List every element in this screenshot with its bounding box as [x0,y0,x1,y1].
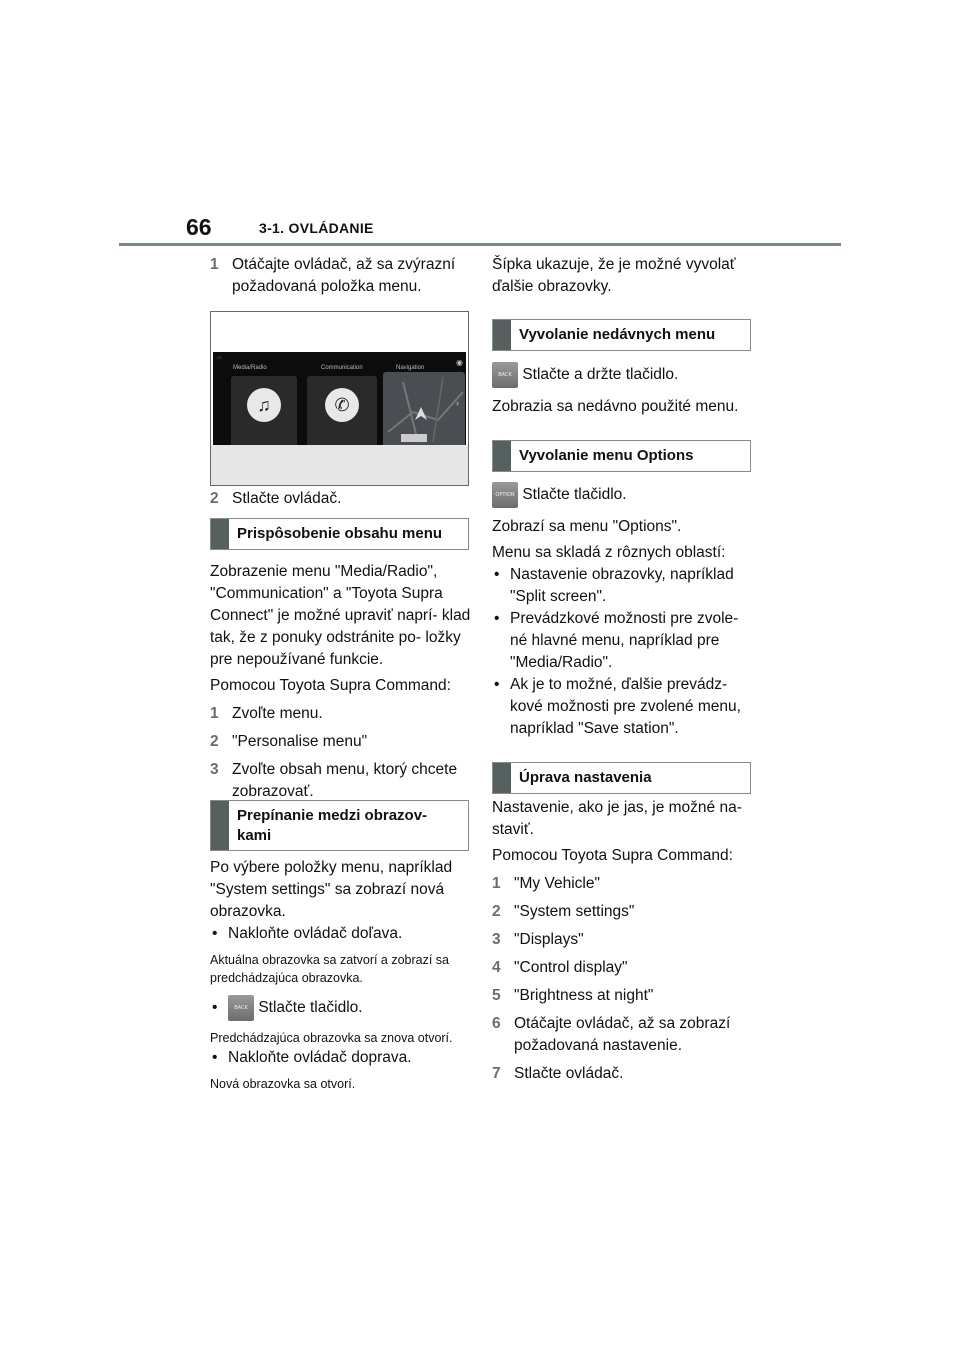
back-button-icon: BACK [228,995,254,1021]
left-step-1 [210,254,472,298]
phone-icon: ✆ [325,388,359,422]
back-button-icon: BACK [492,362,518,388]
right-section-1: BACK Stlačte a držte tlačidlo. Zobrazia sa nedávno použité menu. [492,362,754,418]
music-icon: ♫ [247,388,281,422]
tab-communication: Communication [321,365,363,371]
section-heading-options-menu: Vyvolanie menu Options [492,440,751,472]
step-number: 1 [210,256,219,273]
option-button-icon: OPTION [492,482,518,508]
paragraph: Zobrazenie menu "Media/Radio", "Communication" a "Toyota Supra Connect" je možné upraviť naprí- klad tak, že z ponuky odstránite po- ložky pre nepoužívané funkcie. [210,563,471,668]
navigation-map [383,372,465,445]
right-section-3: Nastavenie, ako je jas, je možné na- staviť. Pomocou Toyota Supra Command: 1 "My Vehicle" 2 "System settings" 3 "Displays" 4 "Control display" 5 "Brightness at night" 6 Otáčajte ovládač, až sa zobrazí požadovaná nastavenie. 7 Stlačte ovládač. [492,799,742,1082]
right-section-0: Šípka ukazuje, že je možné vyvolať ďalšie obrazovky. [492,256,736,295]
section-heading-switch-screens: Prepínanie medzi obrazov- kami [210,800,469,851]
right-section-2: OPTION Stlačte tlačidlo. Zobrazí sa menu "Options". Menu sa skladá z rôznych oblastí: • Nastavenie obrazovky, napríklad "Split screen". • Prevádzkové možnosti pre zvole- né hlavné menu, napríklad pre "Media/Radio". • Ak je to možné, ďalšie prevádz- kové možnosti pre zvolené menu, napríklad "Save station". [492,482,754,740]
page-number: 66 [186,214,212,240]
section-heading-recent-menus: Vyvolanie nedávnych menu [492,319,751,351]
step-text: Otáčajte ovládač, až sa zvýrazní požadovaná položka menu. [232,256,456,295]
header-rule [119,243,841,246]
screen-figure [210,311,469,486]
communication-tile [307,376,377,445]
left-step-2: 2 Stlačte ovládač. [210,490,342,507]
section-heading-customize-menu: Prispôsobenie obsahu menu [210,518,469,550]
left-section-2: Po výbere položky menu, napríklad "System settings" sa zobrazí nová obrazovka. • Nakloňte ovládač doľava. Aktuálna obrazovka sa zatvorí a zobrazí sa predchádzajúca obrazovka. • BACK Stlačte tlačidlo. Predchádzajúca obrazovka sa znova otvorí. • Nakloňte ovládač doprava. Nová obrazovka sa otvorí. [210,859,453,1092]
control-display-screen: ▭ Media/Radio Communication Navigation ♫ ✆ ◉ › [213,352,466,445]
tab-navigation: Navigation [396,365,425,371]
chapter-title: 3-1. OVLÁDANIE [259,220,374,236]
paragraph: Pomocou Toyota Supra Command: [210,677,451,694]
left-section-1: Zobrazenie menu "Media/Radio", "Communication" a "Toyota Supra Connect" je možné upraviť naprí- klad tak, že z ponuky odstránite po- ložky pre nepoužívané funkcie. Pomocou Toyota Supra Command: 1 Zvoľte menu. 2 "Personalise menu" 3 Zvoľte obsah menu, ktorý chcete zobrazovať. [210,563,471,800]
media-tile [231,376,297,445]
chevron-right-icon: › [456,398,459,408]
section-heading-adjust-setting: Úprava nastavenia [492,762,751,794]
tab-media-radio: Media/Radio [233,365,267,371]
